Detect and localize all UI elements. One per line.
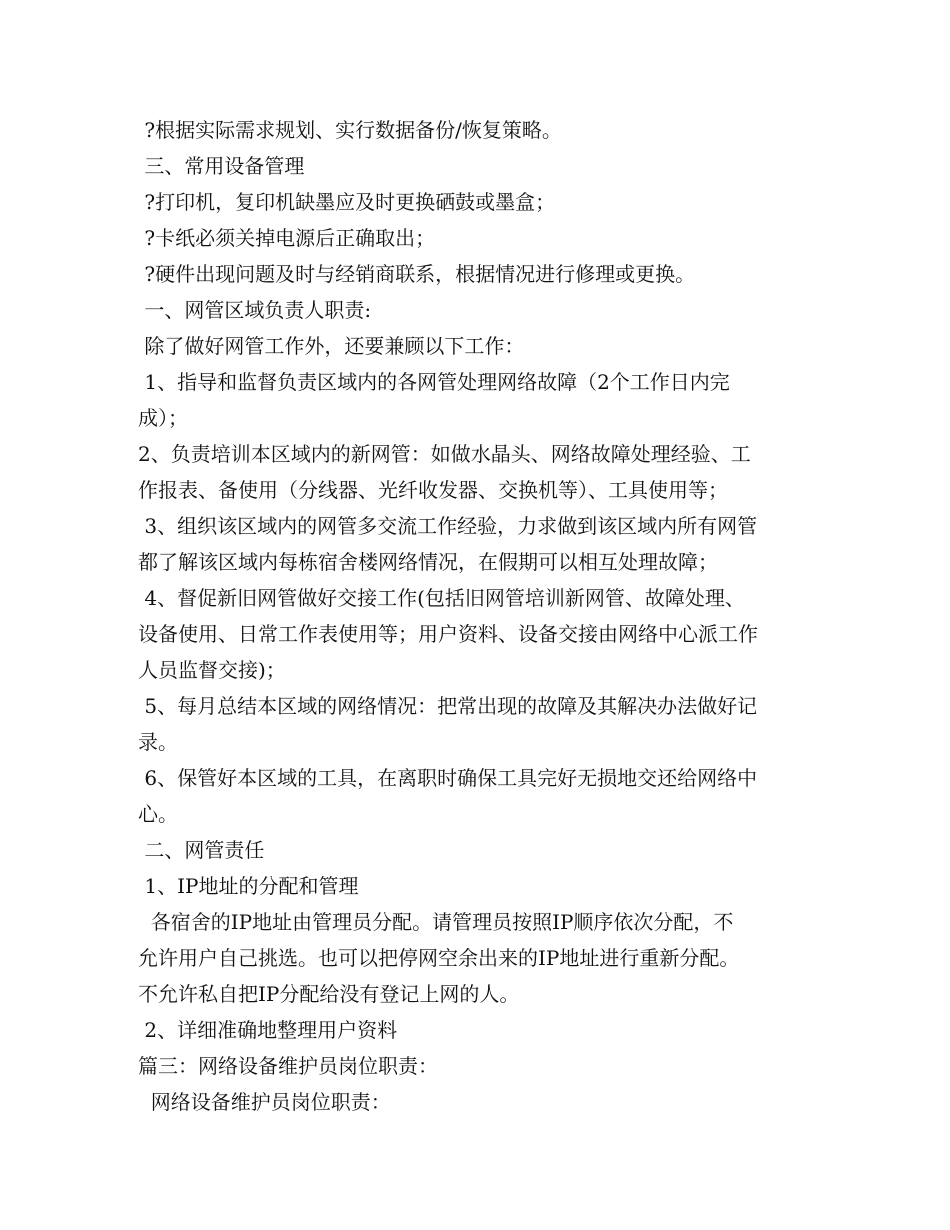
text-line: 除了做好网管工作外，还要兼顾以下工作：: [138, 334, 525, 358]
text-line: 各宿舍的IP地址由管理员分配。请管理员按照IP顺序依次分配，不: [138, 910, 734, 934]
text-line: 6、保管好本区域的工具，在离职时确保工具完好无损地交还给网络中: [138, 766, 758, 790]
text-line: 2、负责培训本区域内的新网管：如做水晶头、网络故障处理经验、工: [138, 442, 751, 466]
section-heading: 三、常用设备管理: [138, 154, 305, 178]
subsection-heading: 1、IP地址的分配和管理: [138, 874, 359, 898]
text-line: 作报表、备使用（分线器、光纤收发器、交换机等）、工具使用等；: [138, 478, 728, 502]
text-line: 录。: [138, 730, 178, 754]
text-line: 都了解该区域内每栋宿舍楼网络情况，在假期可以相互处理故障；: [138, 550, 718, 574]
text-line: 成）；: [138, 406, 188, 430]
text-line: ?根据实际需求规划、实行数据备份/恢复策略。: [138, 118, 562, 142]
text-line: 4、督促新旧网管做好交接工作(包括旧网管培训新网管、故障处理、: [138, 586, 745, 610]
text-line: ?硬件出现问题及时与经销商联系，根据情况进行修理或更换。: [138, 262, 696, 286]
text-line: 网络设备维护员岗位职责：: [138, 1090, 391, 1114]
text-line: 心。: [138, 802, 178, 826]
chapter-heading: 篇三：网络设备维护员岗位职责：: [138, 1054, 438, 1078]
document-body: [138, 112, 818, 1120]
text-line: 设备使用、日常工作表使用等；用户资料、设备交接由网络中心派工作: [138, 622, 758, 646]
section-heading: 一、网管区域负责人职责:: [138, 298, 372, 322]
text-line: 3、组织该区域内的网管多交流工作经验，力求做到该区域内所有网管: [138, 514, 758, 538]
text-line: ?卡纸必须关掉电源后正确取出；: [138, 226, 436, 250]
section-heading: 二、网管责任: [138, 838, 265, 862]
text-line: 1、指导和监督负责区域内的各网管处理网络故障（2个工作日内完: [138, 370, 730, 394]
text-line: ?打印机，复印机缺墨应及时更换硒鼓或墨盒；: [138, 190, 556, 214]
text-line: 允许用户自己挑选。也可以把停网空余出来的IP地址进行重新分配。: [138, 946, 740, 970]
text-line: 不允许私自把IP分配给没有登记上网的人。: [138, 982, 520, 1006]
text-line: 5、每月总结本区域的网络情况：把常出现的故障及其解决办法做好记: [138, 694, 758, 718]
subsection-heading: 2、详细准确地整理用户资料: [138, 1018, 398, 1042]
text-line: 人员监督交接)；: [138, 658, 286, 682]
